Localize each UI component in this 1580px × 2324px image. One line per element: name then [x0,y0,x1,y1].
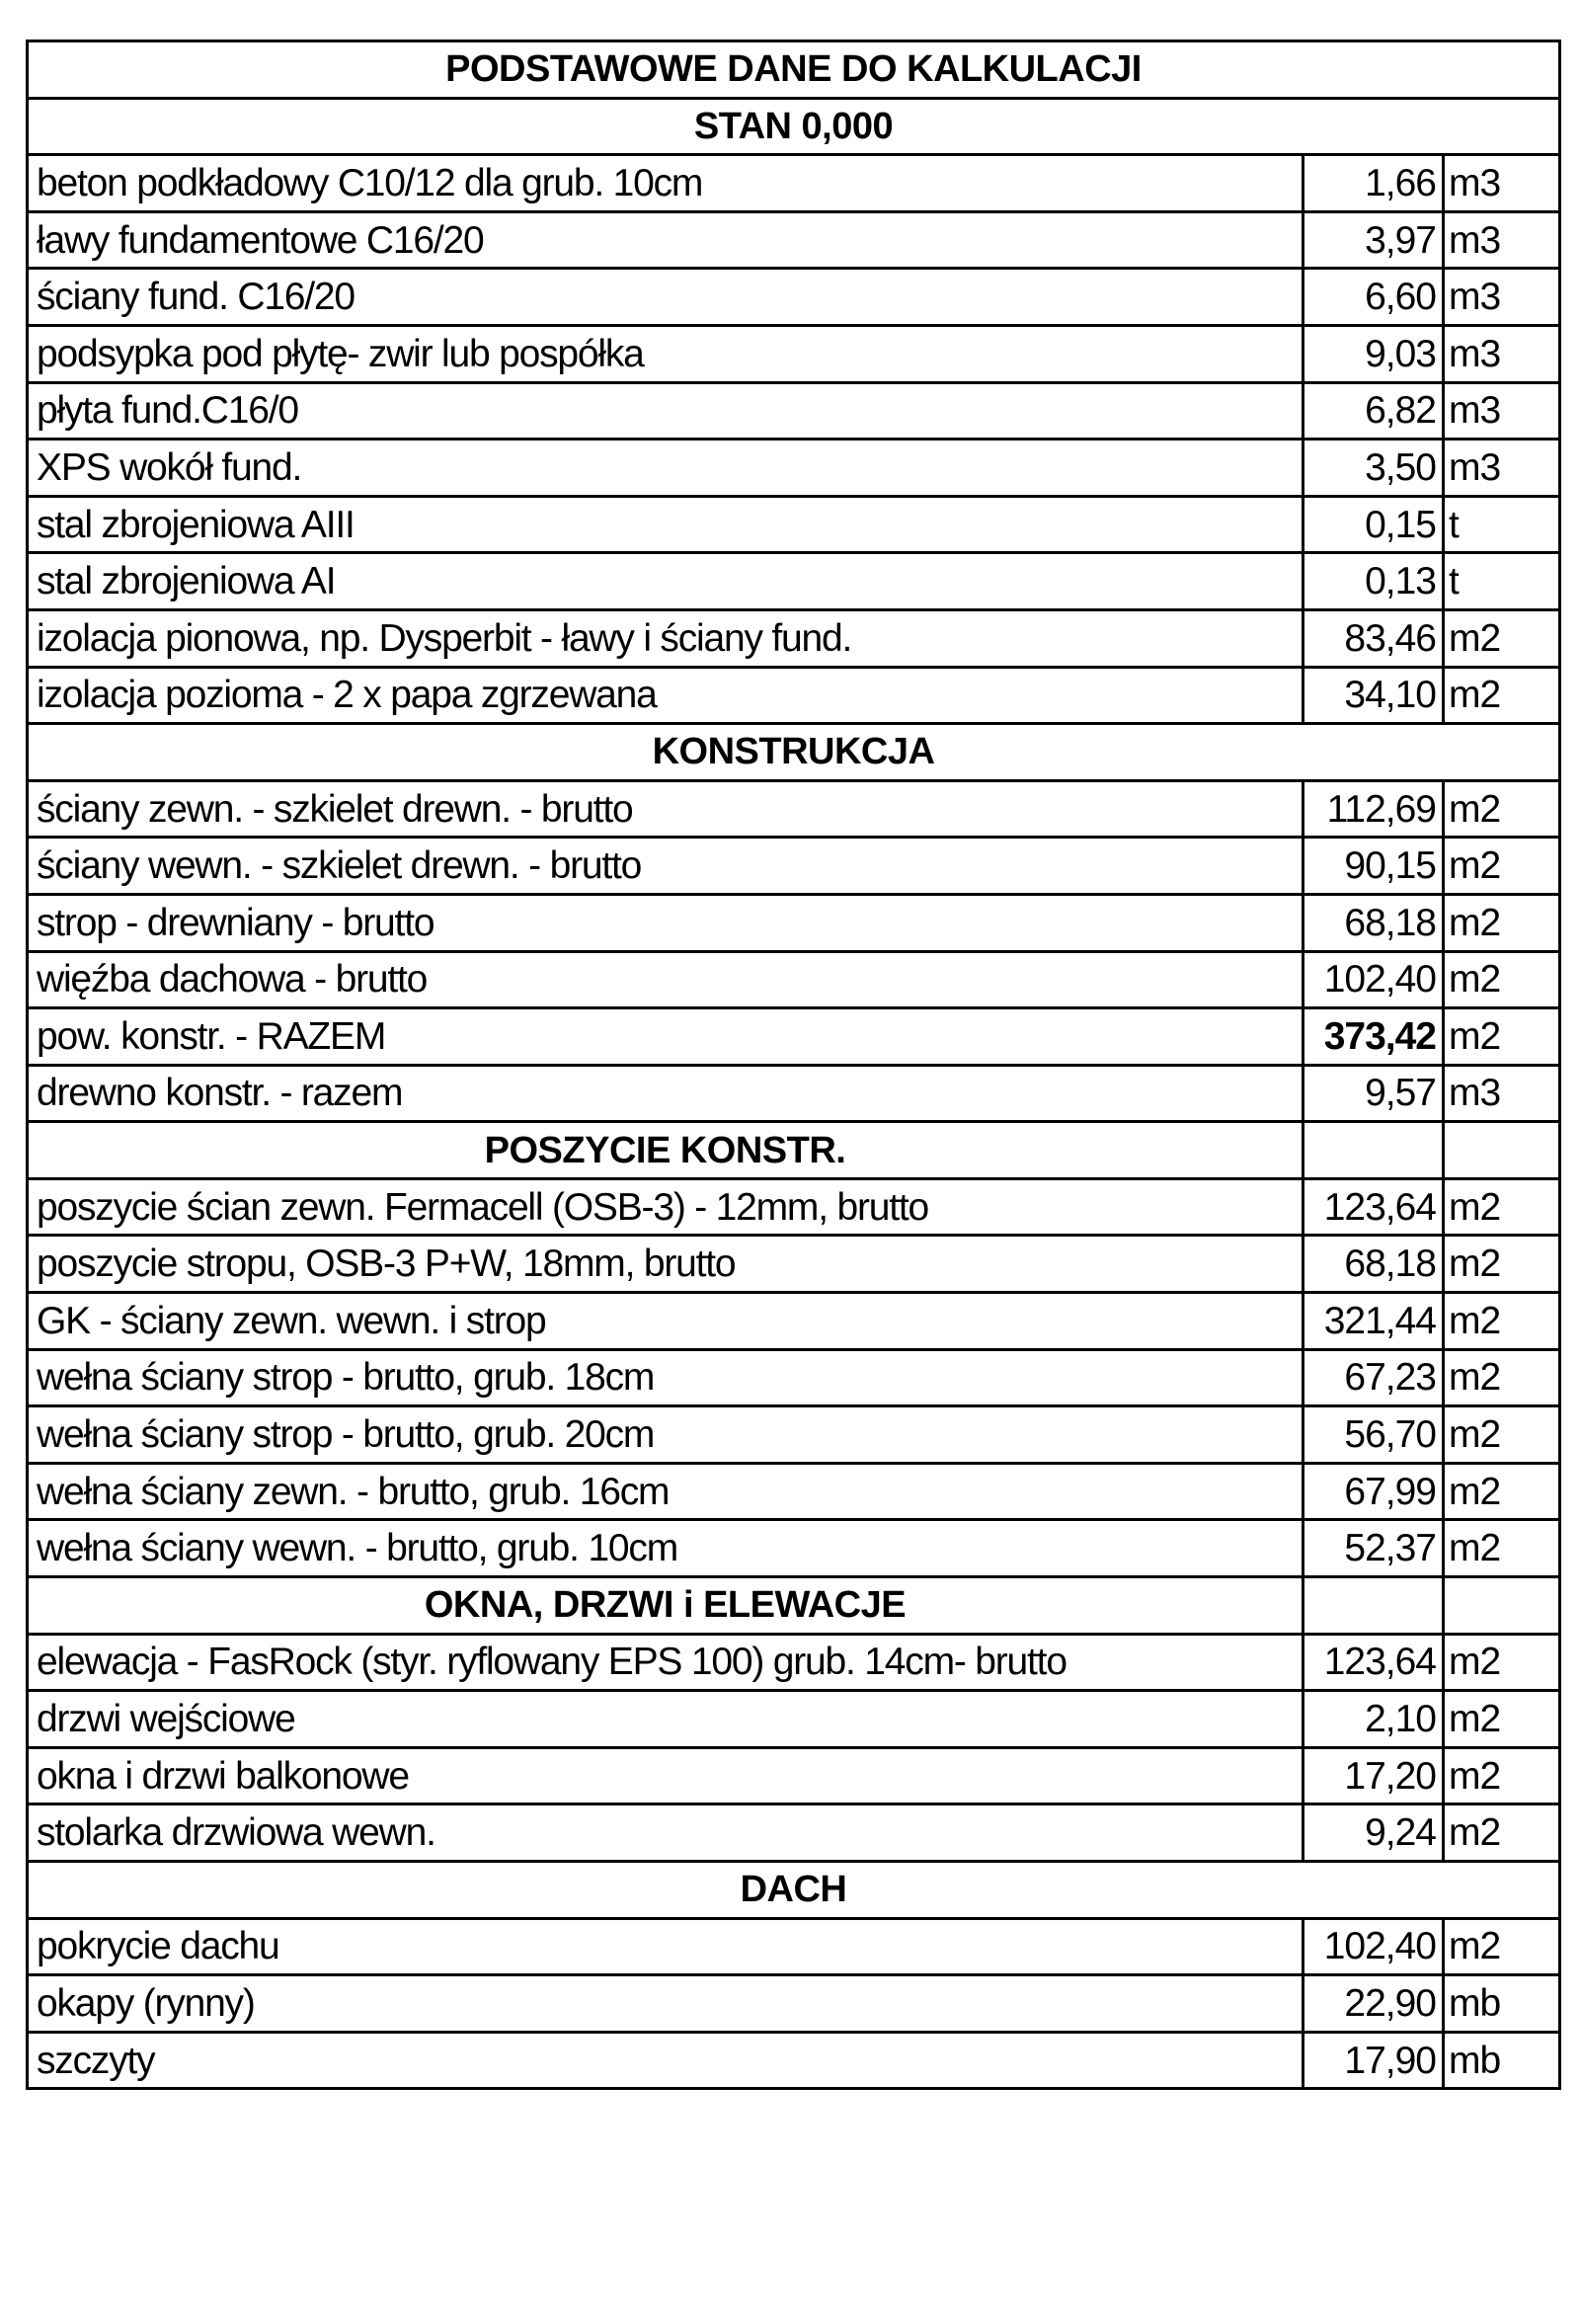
item-description: pow. konstr. - RAZEM [28,1008,1304,1066]
item-value: 52,37 [1304,1520,1444,1577]
item-value: 3,50 [1304,440,1444,497]
calculation-table [26,40,1561,2090]
table-row [28,1975,1560,2033]
item-description: więźba dachowa - brutto [28,951,1304,1008]
item-unit: m2 [1444,609,1560,667]
table-row [28,325,1560,382]
table-row [28,838,1560,895]
item-unit: m2 [1444,1293,1560,1350]
empty-value-cell [1304,1122,1444,1179]
table-row [28,1008,1560,1066]
item-value: 17,20 [1304,1747,1444,1804]
item-unit: m2 [1444,951,1560,1008]
item-value: 1,66 [1304,155,1444,212]
item-value: 123,64 [1304,1178,1444,1236]
item-description: poszycie stropu, OSB-3 P+W, 18mm, brutto [28,1236,1304,1293]
table-row [28,1065,1560,1122]
item-unit: m2 [1444,1236,1560,1293]
table-row [28,1236,1560,1293]
item-description: stolarka drzwiowa wewn. [28,1804,1304,1862]
item-unit: mb [1444,1975,1560,2033]
item-value: 123,64 [1304,1634,1444,1691]
item-unit: m3 [1444,1065,1560,1122]
item-value: 34,10 [1304,667,1444,724]
item-value: 0,15 [1304,496,1444,553]
item-description: stal zbrojeniowa AI [28,553,1304,610]
item-description: podsypka pod płytę- zwir lub pospółka [28,325,1304,382]
item-unit: mb [1444,2032,1560,2089]
item-value: 6,82 [1304,382,1444,440]
item-unit: m2 [1444,1463,1560,1520]
table-title: PODSTAWOWE DANE DO KALKULACJI [28,41,1560,99]
item-description: XPS wokół fund. [28,440,1304,497]
table-row [28,1406,1560,1464]
item-unit: m2 [1444,1918,1560,1975]
item-description: płyta fund.C16/0 [28,382,1304,440]
item-unit: m3 [1444,211,1560,269]
section-heading: POSZYCIE KONSTR. [28,1122,1304,1179]
item-value: 83,46 [1304,609,1444,667]
item-description: izolacja pionowa, np. Dysperbit - ławy i ściany fund. [28,609,1304,667]
item-value: 68,18 [1304,1236,1444,1293]
table-row [28,1178,1560,1236]
item-value: 9,03 [1304,325,1444,382]
calculation-table-body [28,41,1560,2089]
item-unit: m2 [1444,894,1560,951]
table-row [28,1634,1560,1691]
item-description: szczyty [28,2032,1304,2089]
item-description: okapy (rynny) [28,1975,1304,2033]
item-value: 67,23 [1304,1349,1444,1406]
section-heading-row [28,1122,1560,1179]
item-value: 3,97 [1304,211,1444,269]
item-description: okna i drzwi balkonowe [28,1747,1304,1804]
table-row [28,1349,1560,1406]
item-value: 68,18 [1304,894,1444,951]
table-row [28,1520,1560,1577]
item-unit: m2 [1444,1349,1560,1406]
section-heading: DACH [28,1862,1560,1919]
item-value: 373,42 [1304,1008,1444,1066]
item-value: 2,10 [1304,1691,1444,1748]
table-row [28,1918,1560,1975]
item-description: ściany fund. C16/20 [28,269,1304,326]
table-row [28,553,1560,610]
item-unit: m2 [1444,1008,1560,1066]
item-value: 102,40 [1304,1918,1444,1975]
table-row [28,211,1560,269]
item-description: pokrycie dachu [28,1918,1304,1975]
empty-unit-cell [1444,1577,1560,1635]
item-value: 67,99 [1304,1463,1444,1520]
item-unit: m3 [1444,382,1560,440]
item-description: GK - ściany zewn. wewn. i strop [28,1293,1304,1350]
section-heading-row [28,724,1560,781]
item-description: elewacja - FasRock (styr. ryflowany EPS 100) grub. 14cm- brutto [28,1634,1304,1691]
table-row [28,1293,1560,1350]
section-heading-row [28,1862,1560,1919]
item-unit: m2 [1444,1804,1560,1862]
item-unit: m2 [1444,667,1560,724]
item-value: 0,13 [1304,553,1444,610]
item-description: wełna ściany strop - brutto, grub. 20cm [28,1406,1304,1464]
item-description: wełna ściany strop - brutto, grub. 18cm [28,1349,1304,1406]
section-heading: STAN 0,000 [28,98,1560,155]
table-row [28,2032,1560,2089]
empty-value-cell [1304,1577,1444,1635]
item-unit: m2 [1444,838,1560,895]
item-unit: m2 [1444,1520,1560,1577]
item-description: izolacja pozioma - 2 x papa zgrzewana [28,667,1304,724]
item-unit: m2 [1444,1691,1560,1748]
item-description: drewno konstr. - razem [28,1065,1304,1122]
item-value: 56,70 [1304,1406,1444,1464]
item-unit: m3 [1444,269,1560,326]
item-value: 6,60 [1304,269,1444,326]
empty-unit-cell [1444,1122,1560,1179]
table-row [28,155,1560,212]
item-description: ściany zewn. - szkielet drewn. - brutto [28,780,1304,838]
item-unit: m2 [1444,1178,1560,1236]
item-unit: m2 [1444,1747,1560,1804]
item-unit: m3 [1444,440,1560,497]
item-description: strop - drewniany - brutto [28,894,1304,951]
item-unit: m3 [1444,325,1560,382]
table-row [28,1804,1560,1862]
item-description: wełna ściany wewn. - brutto, grub. 10cm [28,1520,1304,1577]
item-value: 22,90 [1304,1975,1444,2033]
section-heading-row [28,98,1560,155]
item-unit: m2 [1444,780,1560,838]
item-value: 9,24 [1304,1804,1444,1862]
item-unit: t [1444,553,1560,610]
item-description: ławy fundamentowe C16/20 [28,211,1304,269]
table-row [28,1691,1560,1748]
item-value: 102,40 [1304,951,1444,1008]
section-heading: OKNA, DRZWI i ELEWACJE [28,1577,1304,1635]
item-description: drzwi wejściowe [28,1691,1304,1748]
table-row [28,382,1560,440]
item-description: poszycie ścian zewn. Fermacell (OSB-3) - 12mm, brutto [28,1178,1304,1236]
item-value: 17,90 [1304,2032,1444,2089]
table-row [28,1747,1560,1804]
item-unit: m2 [1444,1634,1560,1691]
item-value: 9,57 [1304,1065,1444,1122]
item-description: beton podkładowy C10/12 dla grub. 10cm [28,155,1304,212]
table-row [28,667,1560,724]
item-description: stal zbrojeniowa AIII [28,496,1304,553]
item-value: 90,15 [1304,838,1444,895]
table-row [28,269,1560,326]
item-unit: m3 [1444,155,1560,212]
item-value: 112,69 [1304,780,1444,838]
table-row [28,440,1560,497]
table-row [28,894,1560,951]
item-description: wełna ściany zewn. - brutto, grub. 16cm [28,1463,1304,1520]
item-unit: t [1444,496,1560,553]
section-heading-row [28,1577,1560,1635]
item-unit: m2 [1444,1406,1560,1464]
table-row [28,609,1560,667]
table-row [28,496,1560,553]
table-row [28,951,1560,1008]
item-value: 321,44 [1304,1293,1444,1350]
table-row [28,780,1560,838]
title-row [28,41,1560,99]
table-row [28,1463,1560,1520]
section-heading: KONSTRUKCJA [28,724,1560,781]
item-description: ściany wewn. - szkielet drewn. - brutto [28,838,1304,895]
